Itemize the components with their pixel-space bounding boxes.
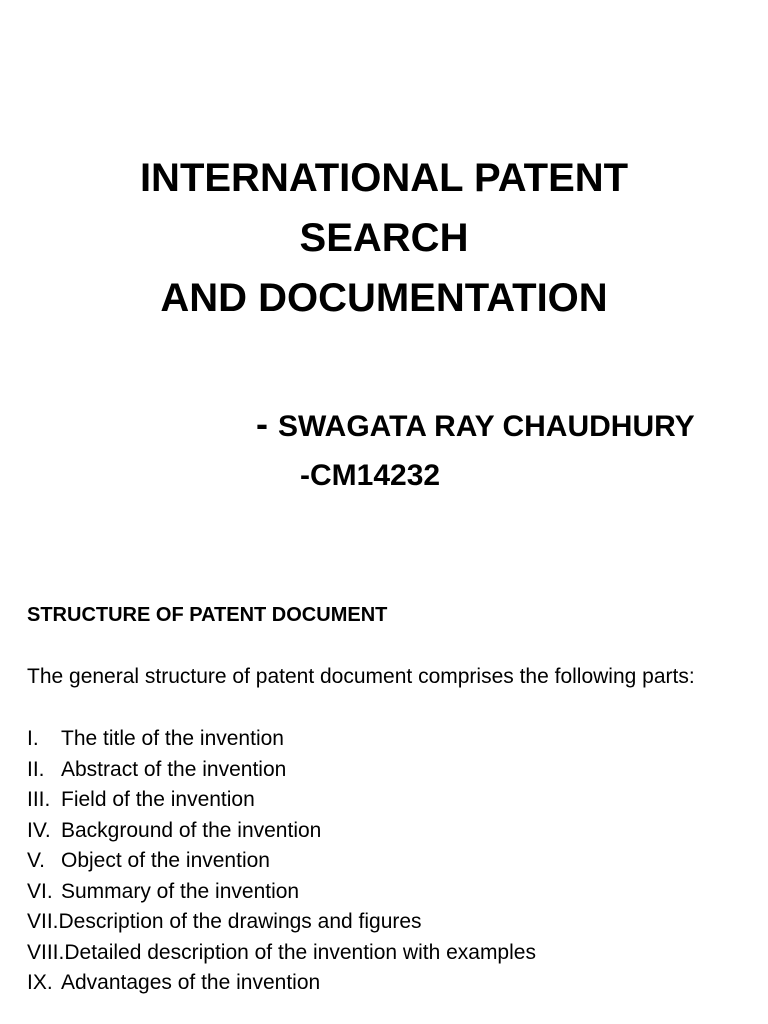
list-item — [27, 755, 737, 786]
list-item — [27, 877, 737, 908]
list-item — [27, 816, 737, 847]
item-text: Description of the drawings and figures — [58, 910, 422, 933]
list-item — [27, 785, 737, 816]
title-line: SEARCH — [299, 216, 469, 260]
list-item — [27, 724, 737, 755]
item-numeral: VI. — [27, 879, 53, 903]
section-intro: The general structure of patent document comprises the following parts: — [27, 665, 695, 688]
item-numeral: IV. — [27, 818, 51, 842]
item-numeral: IX. — [27, 971, 53, 994]
list-item — [27, 938, 737, 969]
author-name: SWAGATA RAY CHAUDHURY — [278, 410, 695, 443]
item-text: Field of the invention — [61, 788, 255, 811]
item-text: Advantages of the invention — [61, 971, 321, 994]
item-text: Background of the invention — [61, 818, 322, 842]
item-text: Abstract of the invention — [61, 757, 287, 781]
author-dash: - — [256, 403, 268, 444]
item-numeral: II. — [27, 757, 45, 781]
item-text: Object of the invention — [61, 849, 270, 872]
item-text: The title of the invention — [61, 727, 284, 750]
title-line: AND DOCUMENTATION — [160, 276, 608, 320]
list-item — [27, 846, 737, 877]
item-numeral: I. — [27, 727, 39, 750]
item-numeral: VII. — [27, 910, 59, 933]
list-item — [27, 968, 737, 999]
item-numeral: V. — [27, 849, 45, 872]
item-text: Detailed description of the invention with examples — [64, 940, 536, 964]
list-item — [27, 907, 737, 938]
structure-section — [27, 600, 737, 999]
section-heading: STRUCTURE OF PATENT DOCUMENT — [27, 604, 388, 626]
document-title — [0, 148, 768, 328]
roll-number: -CM14232 — [300, 459, 441, 492]
author-line — [256, 404, 695, 447]
item-numeral: VIII. — [27, 940, 65, 964]
parts-list — [27, 724, 737, 999]
item-text: Summary of the invention — [61, 879, 300, 903]
item-numeral: III. — [27, 788, 51, 811]
title-line: INTERNATIONAL PATENT — [139, 156, 629, 200]
